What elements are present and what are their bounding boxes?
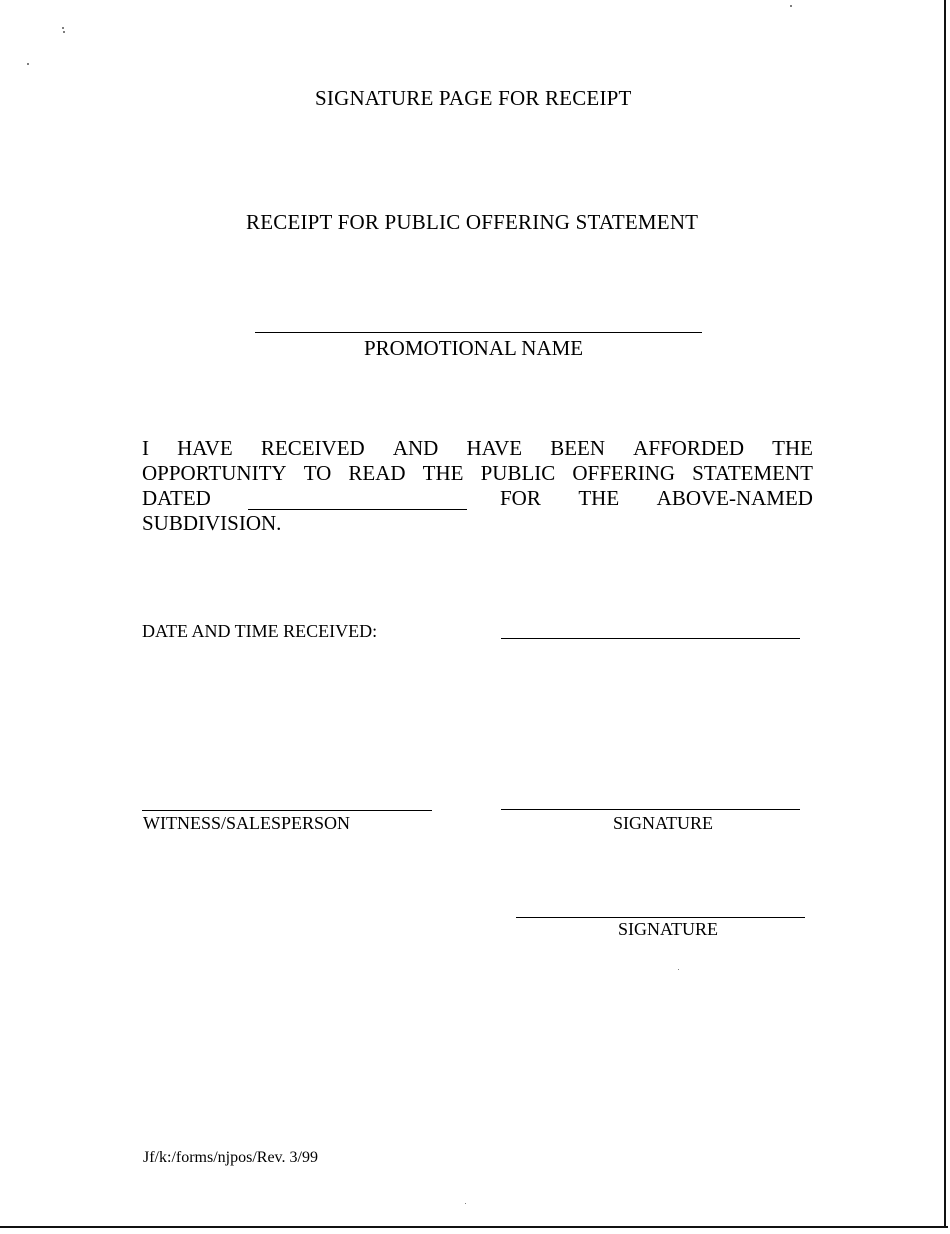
signature-label-2: SIGNATURE bbox=[618, 919, 719, 939]
statement-word: ABOVE-NAMED bbox=[656, 486, 813, 510]
witness-salesperson-label: WITNESS/SALESPERSON bbox=[143, 813, 351, 833]
scan-speck bbox=[790, 5, 792, 7]
statement-word: I bbox=[142, 436, 149, 460]
scan-speck bbox=[63, 31, 65, 33]
statement-word: AND bbox=[392, 436, 439, 460]
statement-word: READ bbox=[348, 461, 406, 485]
dated-blank-line bbox=[248, 509, 467, 510]
statement-word: STATEMENT bbox=[692, 461, 813, 485]
signature-label-1: SIGNATURE bbox=[613, 813, 714, 833]
statement-word: THE bbox=[772, 436, 813, 460]
statement-word: OPPORTUNITY bbox=[142, 461, 287, 485]
promotional-name-line bbox=[255, 332, 702, 333]
date-time-received-line bbox=[501, 638, 800, 639]
statement-dated-word: DATED bbox=[142, 486, 211, 510]
scan-edge-right bbox=[944, 0, 946, 1228]
signature-line-2 bbox=[516, 917, 805, 918]
statement-line-2 bbox=[142, 461, 813, 486]
statement-line-3-rest bbox=[500, 486, 813, 511]
form-reference-code: Jf/k:/forms/njpos/Rev. 3/99 bbox=[143, 1149, 318, 1166]
statement-word: TO bbox=[303, 461, 332, 485]
scan-speck bbox=[678, 969, 679, 970]
document-subtitle: RECEIPT FOR PUBLIC OFFERING STATEMENT bbox=[246, 210, 699, 234]
scan-speck bbox=[62, 27, 64, 29]
statement-line-4: SUBDIVISION. bbox=[142, 511, 282, 535]
statement-word: THE bbox=[578, 486, 620, 510]
scan-edge-bottom bbox=[0, 1226, 948, 1228]
statement-word: HAVE bbox=[466, 436, 523, 460]
statement-word: AFFORDED bbox=[633, 436, 745, 460]
statement-line-1 bbox=[142, 436, 813, 461]
scan-speck bbox=[27, 63, 29, 65]
page-title: SIGNATURE PAGE FOR RECEIPT bbox=[315, 86, 632, 110]
statement-word: PUBLIC bbox=[480, 461, 556, 485]
signature-line-1 bbox=[501, 809, 800, 810]
statement-word: FOR bbox=[500, 486, 541, 510]
statement-word: BEEN bbox=[550, 436, 606, 460]
statement-word: RECEIVED bbox=[260, 436, 365, 460]
date-time-received-label: DATE AND TIME RECEIVED: bbox=[142, 621, 378, 641]
statement-word: OFFERING bbox=[572, 461, 676, 485]
statement-word: THE bbox=[422, 461, 464, 485]
witness-signature-line bbox=[142, 810, 432, 811]
scan-speck bbox=[465, 1203, 466, 1204]
statement-word: HAVE bbox=[177, 436, 233, 460]
promotional-name-label: PROMOTIONAL NAME bbox=[364, 336, 584, 360]
